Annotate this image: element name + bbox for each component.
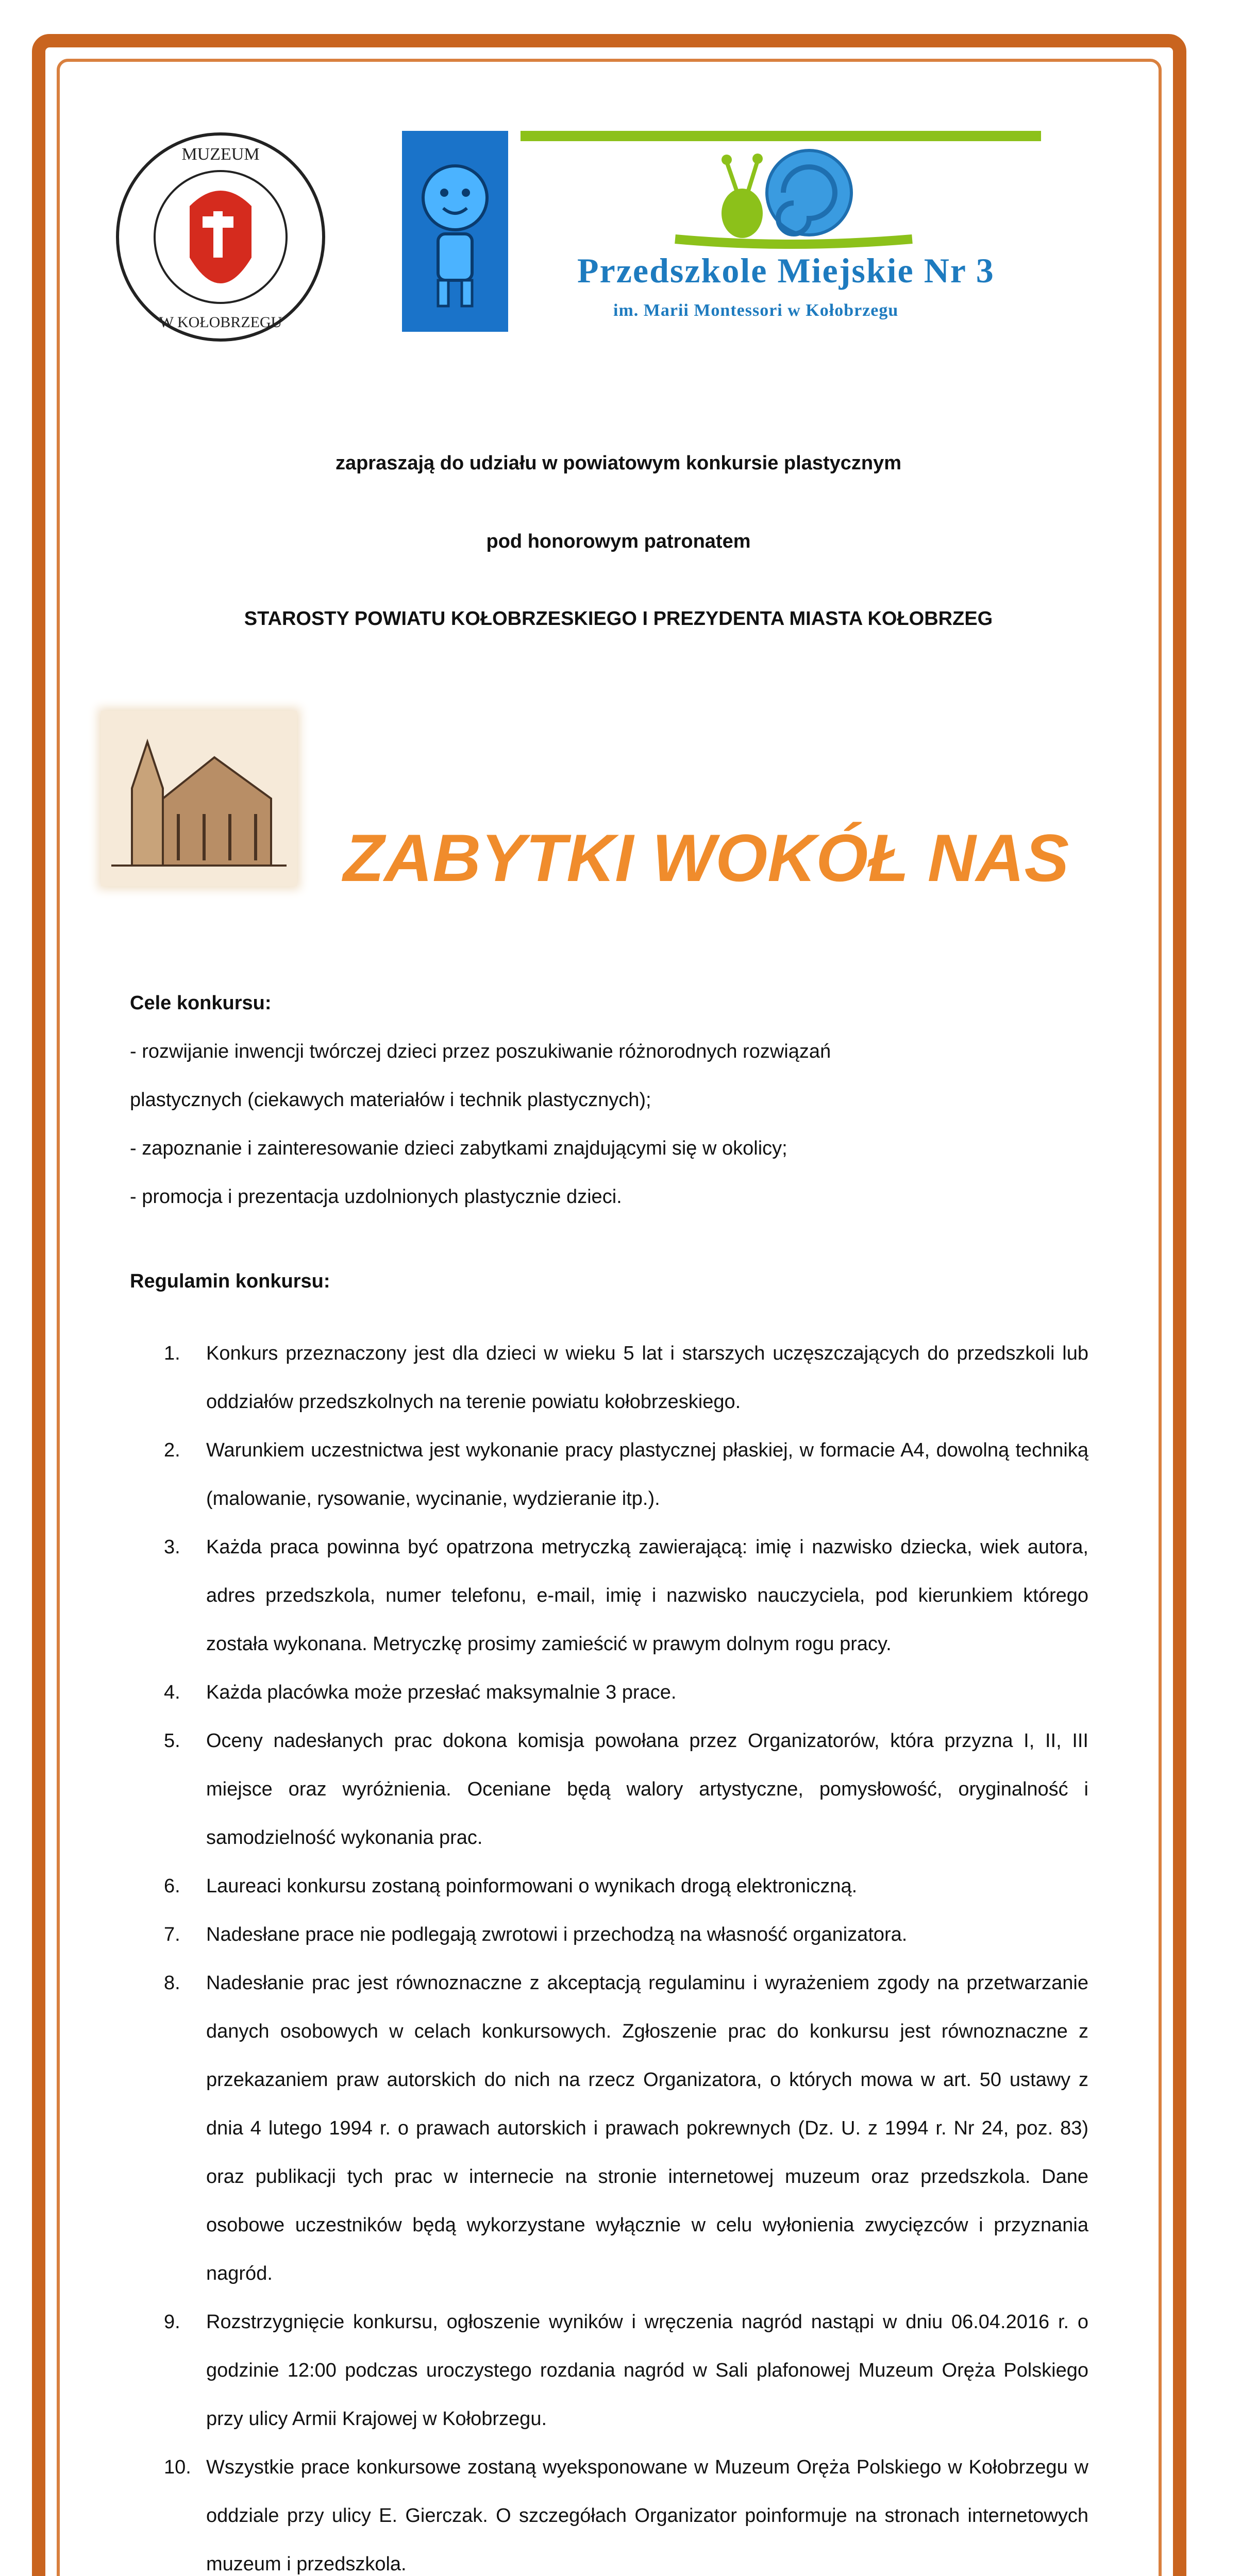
preschool-subtitle: im. Marii Montessori w Kołobrzegu xyxy=(613,301,899,320)
rules-list xyxy=(130,1329,1088,2576)
preschool-logo xyxy=(521,131,1041,332)
title-block xyxy=(101,711,1132,907)
rule-item xyxy=(130,1329,1088,1426)
museum-seal-logo xyxy=(112,129,329,345)
rule-item xyxy=(130,1959,1088,2298)
invite-line: zapraszają do udziału w powiatowym konkursie plastycznym xyxy=(335,452,902,474)
goal-line: - rozwijanie inwencji twórczej dzieci przez poszukiwanie różnorodnych rozwiązań xyxy=(130,1041,831,1062)
rule-text: Wszystkie prace konkursowe zostaną wyeksponowane w Muzeum Oręża Polskiego w Kołobrzegu w oddziale przy ulicy E. Gierczak. O szczegółach Organizator poinformuje na stronach internetowych muzeum i przedszkola. xyxy=(206,2456,1088,2575)
rule-item xyxy=(130,1717,1088,1862)
goals-section xyxy=(130,979,1088,1221)
rule-text: Nadesłane prace nie podlegają zwrotowi i przechodzą na własność organizatora. xyxy=(206,1924,908,1945)
rule-text: Nadesłanie prac jest równoznaczne z akceptacją regulaminu i wyrażeniem zgody na przetwarzanie danych osobowych w celach konkursowych. Zgłoszenie prac do konkursu jest równoznaczne z przekazaniem praw autorskich do nich na rzecz Organizatora, o których mowa w art. 50 ustawy z dnia 4 lutego 1994 r. o prawach autorskich i prawach pokrewnych (Dz. U. z 1994 r. Nr 24, poz. 83) oraz publikacji tych prac w internecie na stronie internetowej muzeum oraz przedszkola. Dane osobowe uczestników będą wykorzystane wyłącznie w celu wyłonienia zwycięzców i przyznania nagród. xyxy=(206,1972,1088,2284)
rule-text: Każda praca powinna być opatrzona metryczką zawierającą: imię i nazwisko dziecka, wiek autora, adres przedszkola, numer telefonu, e-mail, imię i nazwisko nauczyciela, pod kierunkiem którego została wykonana. Metryczkę prosimy zamieścić w prawym dolnym rogu pracy. xyxy=(206,1536,1088,1655)
goal-line: - promocja i prezentacja uzdolnionych plastycznie dzieci. xyxy=(130,1186,622,1208)
contest-title: ZABYTKI WOKÓŁ NAS xyxy=(343,820,1069,895)
rule-item xyxy=(130,1862,1088,1910)
svg-text:W KOŁOBRZEGU: W KOŁOBRZEGU xyxy=(159,314,282,331)
rule-item xyxy=(130,1910,1088,1959)
rule-text: Każda placówka może przesłać maksymalnie 3 prace. xyxy=(206,1682,677,1703)
goal-line: plastycznych (ciekawych materiałów i technik plastycznych); xyxy=(130,1089,651,1111)
child-figure-logo xyxy=(402,131,508,332)
rule-number: 9. xyxy=(164,2311,180,2333)
rule-item xyxy=(130,1523,1088,1668)
rule-number: 4. xyxy=(164,1682,180,1703)
rule-text: Laureaci konkursu zostaną poinformowani o wynikach drogą elektroniczną. xyxy=(206,1875,858,1897)
rule-text: Rozstrzygnięcie konkursu, ogłoszenie wyników i wręczenia nagród nastąpi w dniu 06.04.2016 r. o godzinie 12:00 podczas uroczystego rozdania nagród w Sali plafonowej Muzeum Oręża Polskiego przy ulicy Armii Krajowej w Kołobrzegu. xyxy=(206,2311,1088,2430)
rule-number: 3. xyxy=(164,1536,180,1558)
svg-text:MUZEUM: MUZEUM xyxy=(181,145,260,164)
church-illustration xyxy=(101,711,297,886)
rules-heading: Regulamin konkursu: xyxy=(130,1270,330,1292)
rule-number: 1. xyxy=(164,1343,180,1364)
rule-text: Konkurs przeznaczony jest dla dzieci w wieku 5 lat i starszych uczęszczających do przedszkoli lub oddziałów przedszkolnych na terenie powiatu kołobrzeskiego. xyxy=(206,1343,1088,1413)
logo-row xyxy=(103,118,1082,366)
goal-line: - zapoznanie i zainteresowanie dzieci zabytkami znajdującymi się w okolicy; xyxy=(130,1138,787,1159)
rule-item xyxy=(130,1426,1088,1523)
rule-number: 6. xyxy=(164,1875,180,1897)
rule-number: 10. xyxy=(164,2456,191,2478)
rule-text: Warunkiem uczestnictwa jest wykonanie pracy plastycznej płaskiej, w formacie A4, dowolną techniką (malowanie, rysowanie, wycinanie, wydzieranie itp.). xyxy=(206,1439,1088,1510)
patrons-line: STAROSTY POWIATU KOŁOBRZESKIEGO I PREZYDENTA MIASTA KOŁOBRZEG xyxy=(244,608,993,630)
rule-item xyxy=(130,2443,1088,2576)
rule-text: Oceny nadesłanych prac dokona komisja powołana przez Organizatorów, która przyzna I, II, III miejsce oraz wyróżnienia. Oceniane będą walory artystyczne, pomysłowość, oryginalność i samodzielność wykonania prac. xyxy=(206,1730,1088,1849)
goals-heading: Cele konkursu: xyxy=(130,992,272,1014)
snail-icon xyxy=(521,136,1041,255)
rule-number: 2. xyxy=(164,1439,180,1461)
rule-number: 7. xyxy=(164,1924,180,1945)
rule-item xyxy=(130,2298,1088,2443)
rule-number: 8. xyxy=(164,1972,180,1994)
rule-item xyxy=(130,1668,1088,1717)
patronage-line: pod honorowym patronatem xyxy=(486,531,751,552)
rule-number: 5. xyxy=(164,1730,180,1752)
preschool-name: Przedszkole Miejskie Nr 3 xyxy=(577,251,995,290)
